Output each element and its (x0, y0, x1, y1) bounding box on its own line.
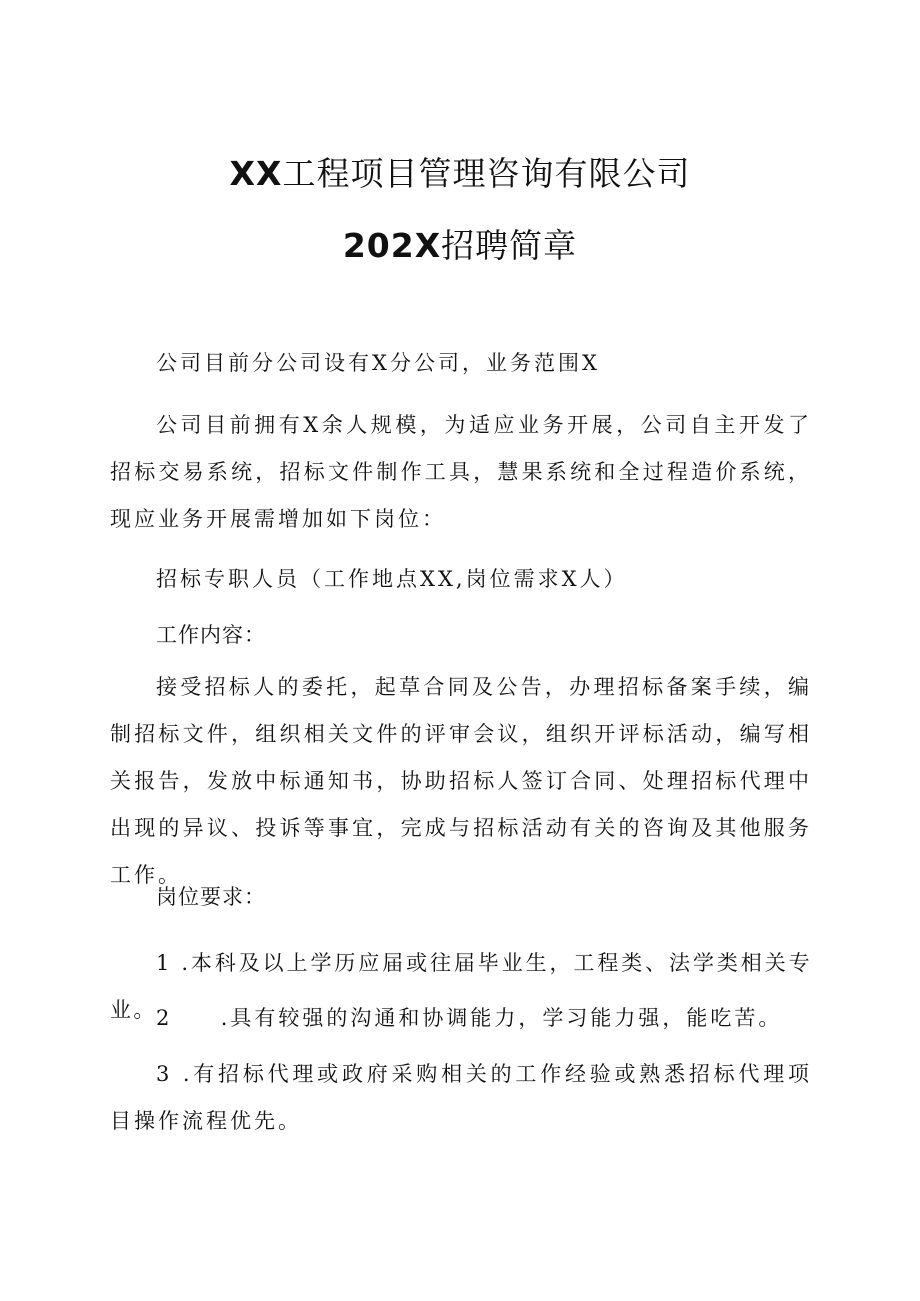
recruitment-title-year: 202X (342, 226, 442, 265)
requirement-item-1: 1 .本科及以上学历应届或往届毕业生，工程类、法学类相关专业。 (110, 951, 812, 1022)
work-content-heading: 工作内容： (156, 623, 266, 647)
company-title-name: 工程项目管理咨询有限公司 (282, 154, 691, 193)
company-title-prefix: XX (229, 154, 283, 193)
recruitment-title (0, 226, 920, 266)
requirement-item-3: 3 .有招标代理或政府采购相关的工作经验或熟悉招标代理项目操作流程优先。 (110, 1062, 812, 1133)
position-title: 招标专职人员（工作地点XX,岗位需求X人） (156, 567, 628, 591)
company-title (0, 154, 920, 194)
intro-branches: 公司目前分公司设有X分公司，业务范围X (156, 351, 600, 375)
requirements-heading: 岗位要求： (156, 885, 266, 909)
recruitment-title-text: 招聘简章 (441, 226, 578, 265)
work-content-text: 接受招标人的委托，起草合同及公告，办理招标备案手续，编制招标文件，组织相关文件的评审会议，组织开评标活动，编写相关报告，发放中标通知书，协助招标人签订合同、处理招标代理中出现的异议、投诉等事宜，完成与招标活动有关的咨询及其他服务工作。 (110, 675, 812, 887)
requirement-item-2: 2 .具有较强的沟通和协调能力，学习能力强，能吃苦。 (156, 1006, 783, 1030)
intro-scale: 公司目前拥有X余人规模，为适应业务开展，公司自主开发了招标交易系统，招标文件制作工具，慧果系统和全过程造价系统，现应业务开展需增加如下岗位： (110, 413, 812, 531)
